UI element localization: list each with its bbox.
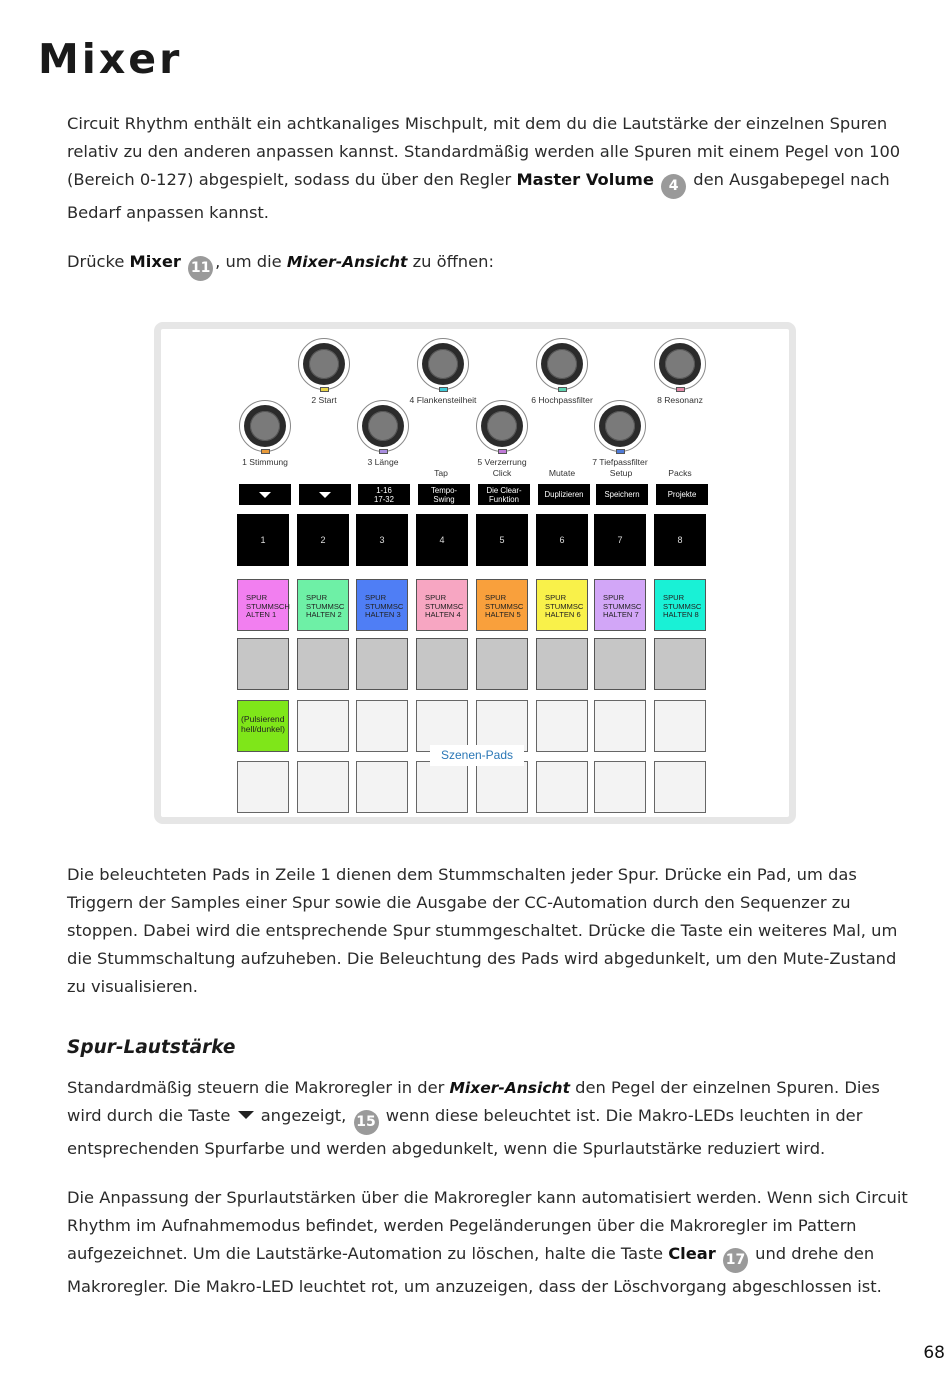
macro-label: 3 Länge <box>367 457 399 467</box>
down-arrow-icon <box>319 492 331 498</box>
shift-function-label: Click <box>492 468 512 478</box>
scene-pad[interactable] <box>237 761 289 813</box>
mute-pad[interactable] <box>297 579 349 631</box>
mute-pad[interactable] <box>416 579 468 631</box>
mixer-label: Mixer <box>129 252 181 271</box>
mute-pad-label: SPUR STUMMSC HALTEN 7 <box>603 593 642 619</box>
scene-pad[interactable] <box>536 700 588 752</box>
function-button[interactable] <box>299 484 351 505</box>
function-button[interactable] <box>418 484 470 505</box>
pad[interactable] <box>654 638 706 690</box>
mixer-view-label: Mixer-Ansicht <box>286 253 408 271</box>
intro-paragraph <box>67 110 912 227</box>
scene-pad[interactable] <box>297 700 349 752</box>
pad[interactable] <box>416 638 468 690</box>
macro-knob[interactable] <box>357 400 409 452</box>
mute-pad[interactable] <box>654 579 706 631</box>
press-text: Drücke <box>67 252 130 271</box>
section-heading: Spur-Lautstärke <box>67 1037 236 1058</box>
pad[interactable] <box>356 638 408 690</box>
macro-label: 1 Stimmung <box>242 457 288 467</box>
macro-label: 5 Verzerrung <box>477 457 527 467</box>
mute-pad-label: SPUR STUMMSC HALTEN 5 <box>485 593 524 619</box>
button-label: Duplizieren <box>544 490 584 499</box>
function-button[interactable] <box>478 484 530 505</box>
macro-knob[interactable] <box>417 338 469 390</box>
shift-function-label: Packs <box>668 468 692 478</box>
mute-pad-label: SPUR STUMMSC HALTEN 6 <box>545 593 584 619</box>
macro-led <box>261 449 270 454</box>
intro-text-end: den Ausgabepegel nach Bedarf anpassen kannst. <box>67 170 890 222</box>
mute-pad[interactable] <box>476 579 528 631</box>
mute-pad[interactable] <box>536 579 588 631</box>
automation-paragraph <box>67 1184 912 1301</box>
master-volume-label: Master Volume <box>516 170 654 189</box>
press-text-mid: , um die <box>215 252 287 271</box>
track-pad[interactable] <box>654 514 706 566</box>
control-number-badge: 15 <box>354 1110 379 1135</box>
page-number: 68 <box>923 1343 945 1363</box>
track-number: 5 <box>499 535 505 545</box>
down-arrow-icon <box>238 1111 254 1119</box>
button-label: Speichern <box>604 490 640 499</box>
macro-knob[interactable] <box>476 400 528 452</box>
track-pad[interactable] <box>237 514 289 566</box>
button-label: Projekte <box>667 490 697 499</box>
mute-pad-label: SPUR STUMMSC HALTEN 3 <box>365 593 404 619</box>
page-title: Mixer <box>38 35 183 83</box>
press-mixer-paragraph <box>67 248 912 281</box>
macro-led <box>439 387 448 392</box>
macro-led <box>320 387 329 392</box>
track-pad[interactable] <box>297 514 349 566</box>
pad[interactable] <box>536 638 588 690</box>
scene-pad[interactable] <box>536 761 588 813</box>
scene-pad[interactable] <box>356 700 408 752</box>
track-number: 6 <box>559 535 565 545</box>
scene-pad[interactable] <box>654 761 706 813</box>
mute-pad[interactable] <box>237 579 289 631</box>
track-pad[interactable] <box>594 514 646 566</box>
shift-function-label: Setup <box>609 468 633 478</box>
mute-pad[interactable] <box>356 579 408 631</box>
button-label: 1-16 17-32 <box>374 485 394 504</box>
track-number: 1 <box>260 535 266 545</box>
volume-text: Standardmäßig steuern die Makroregler in der <box>67 1078 450 1097</box>
track-number: 2 <box>320 535 326 545</box>
macro-led <box>616 449 625 454</box>
track-number: 3 <box>379 535 385 545</box>
function-button[interactable] <box>239 484 291 505</box>
press-text-end: zu öffnen: <box>407 252 494 271</box>
mute-pad[interactable] <box>594 579 646 631</box>
mute-pad-label: SPUR STUMMSCH ALTEN 1 <box>246 593 290 619</box>
pad[interactable] <box>476 638 528 690</box>
button-label: Tempo- Swing <box>431 485 457 504</box>
pad[interactable] <box>594 638 646 690</box>
track-number: 4 <box>439 535 445 545</box>
macro-led <box>498 449 507 454</box>
pad[interactable] <box>237 638 289 690</box>
shift-function-label: Mutate <box>548 468 576 478</box>
macro-label: 4 Flankensteilheit <box>409 395 477 405</box>
mixer-view-label: Mixer-Ansicht <box>449 1079 570 1097</box>
macro-label: 2 Start <box>311 395 337 405</box>
track-number: 8 <box>677 535 683 545</box>
macro-led <box>379 449 388 454</box>
scene-pad[interactable] <box>416 761 468 813</box>
pad[interactable] <box>297 638 349 690</box>
scene-pad[interactable] <box>297 761 349 813</box>
down-arrow-icon <box>259 492 271 498</box>
volume-text-mid2: angezeigt, <box>255 1106 352 1125</box>
automation-text: Die Anpassung der Spurlautstärken über die Makroregler kann automatisiert werden. Wenn sich Circuit Rhythm im Aufnahmemodus befindet, werden Pegeländerungen über die Makroregler im Pattern aufgezeichnet. Um die Lautstärke-Automation zu löschen, halte die Taste <box>67 1188 908 1263</box>
macro-knob[interactable] <box>536 338 588 390</box>
function-button[interactable] <box>596 484 648 505</box>
intro-text: Circuit Rhythm enthält ein achtkanaliges Mischpult, mit dem du die Lautstärke der einzelnen Spuren relativ zu den anderen anpassen kannst. Standardmäßig werden alle Spuren mit einem Pegel von 100 (Bereich 0-127) abgespielt, sodass du über den Regler <box>67 114 901 189</box>
macro-led <box>676 387 685 392</box>
shift-function-label: Tap <box>434 468 448 478</box>
scene-pad[interactable] <box>594 761 646 813</box>
scene-pad-label: (Pulsierend hell/dunkel) <box>241 714 285 734</box>
macro-label: 6 Hochpassfilter <box>531 395 593 405</box>
scene-pads-label: Szenen-Pads <box>430 745 524 766</box>
macro-label: 7 Tiefpassfilter <box>592 457 648 467</box>
control-number-badge: 4 <box>661 174 686 199</box>
volume-text-mid: den Pegel der einzelnen Spuren. Dies wird durch die Taste <box>67 1078 880 1125</box>
volume-paragraph <box>67 1074 912 1163</box>
function-button[interactable] <box>538 484 590 505</box>
button-label: Die Clear- Funktion <box>486 485 522 504</box>
volume-text-end: wenn diese beleuchtet ist. Die Makro-LEDs leuchten in der entsprechenden Spurfarbe und werden abgedunkelt, wenn die Spurlautstärke reduziert wird. <box>67 1106 863 1158</box>
mute-pad-label: SPUR STUMMSC HALTEN 4 <box>425 593 464 619</box>
macro-label: 8 Resonanz <box>657 395 703 405</box>
scene-pad[interactable] <box>476 761 528 813</box>
scene-pad[interactable] <box>594 700 646 752</box>
track-pad[interactable] <box>416 514 468 566</box>
clear-label: Clear <box>668 1244 716 1263</box>
macro-led <box>558 387 567 392</box>
track-pad[interactable] <box>356 514 408 566</box>
scene-pad[interactable] <box>654 700 706 752</box>
macro-knob[interactable] <box>298 338 350 390</box>
macro-knob[interactable] <box>594 400 646 452</box>
automation-text-end: und drehe den Makroregler. Die Makro-LED leuchtet rot, um anzuzeigen, dass der Löschvorgang abgeschlossen ist. <box>67 1244 882 1296</box>
macro-knob[interactable] <box>239 400 291 452</box>
function-button[interactable] <box>358 484 410 505</box>
control-number-badge: 17 <box>723 1248 748 1273</box>
function-button[interactable] <box>656 484 708 505</box>
track-number: 7 <box>617 535 623 545</box>
scene-pad[interactable] <box>356 761 408 813</box>
macro-knob[interactable] <box>654 338 706 390</box>
track-pad[interactable] <box>476 514 528 566</box>
mute-pad-label: SPUR STUMMSC HALTEN 8 <box>663 593 702 619</box>
mute-pad-label: SPUR STUMMSC HALTEN 2 <box>306 593 345 619</box>
track-pad[interactable] <box>536 514 588 566</box>
scene-pad-active[interactable] <box>237 700 289 752</box>
control-number-badge: 11 <box>188 256 213 281</box>
mute-paragraph: Die beleuchteten Pads in Zeile 1 dienen dem Stummschalten jeder Spur. Drücke ein Pad, um das Triggern der Samples einer Spur sowie die Ausgabe der CC-Automation durch den Sequenzer zu stoppen. Dabei wird die entsprechende Spur stummgeschaltet. Drücke die Taste ein weiteres Mal, um die Stummschaltung aufzuheben. Die Beleuchtung des Pads wird abgedunkelt, um den Mute-Zustand zu visualisieren. <box>67 865 898 996</box>
